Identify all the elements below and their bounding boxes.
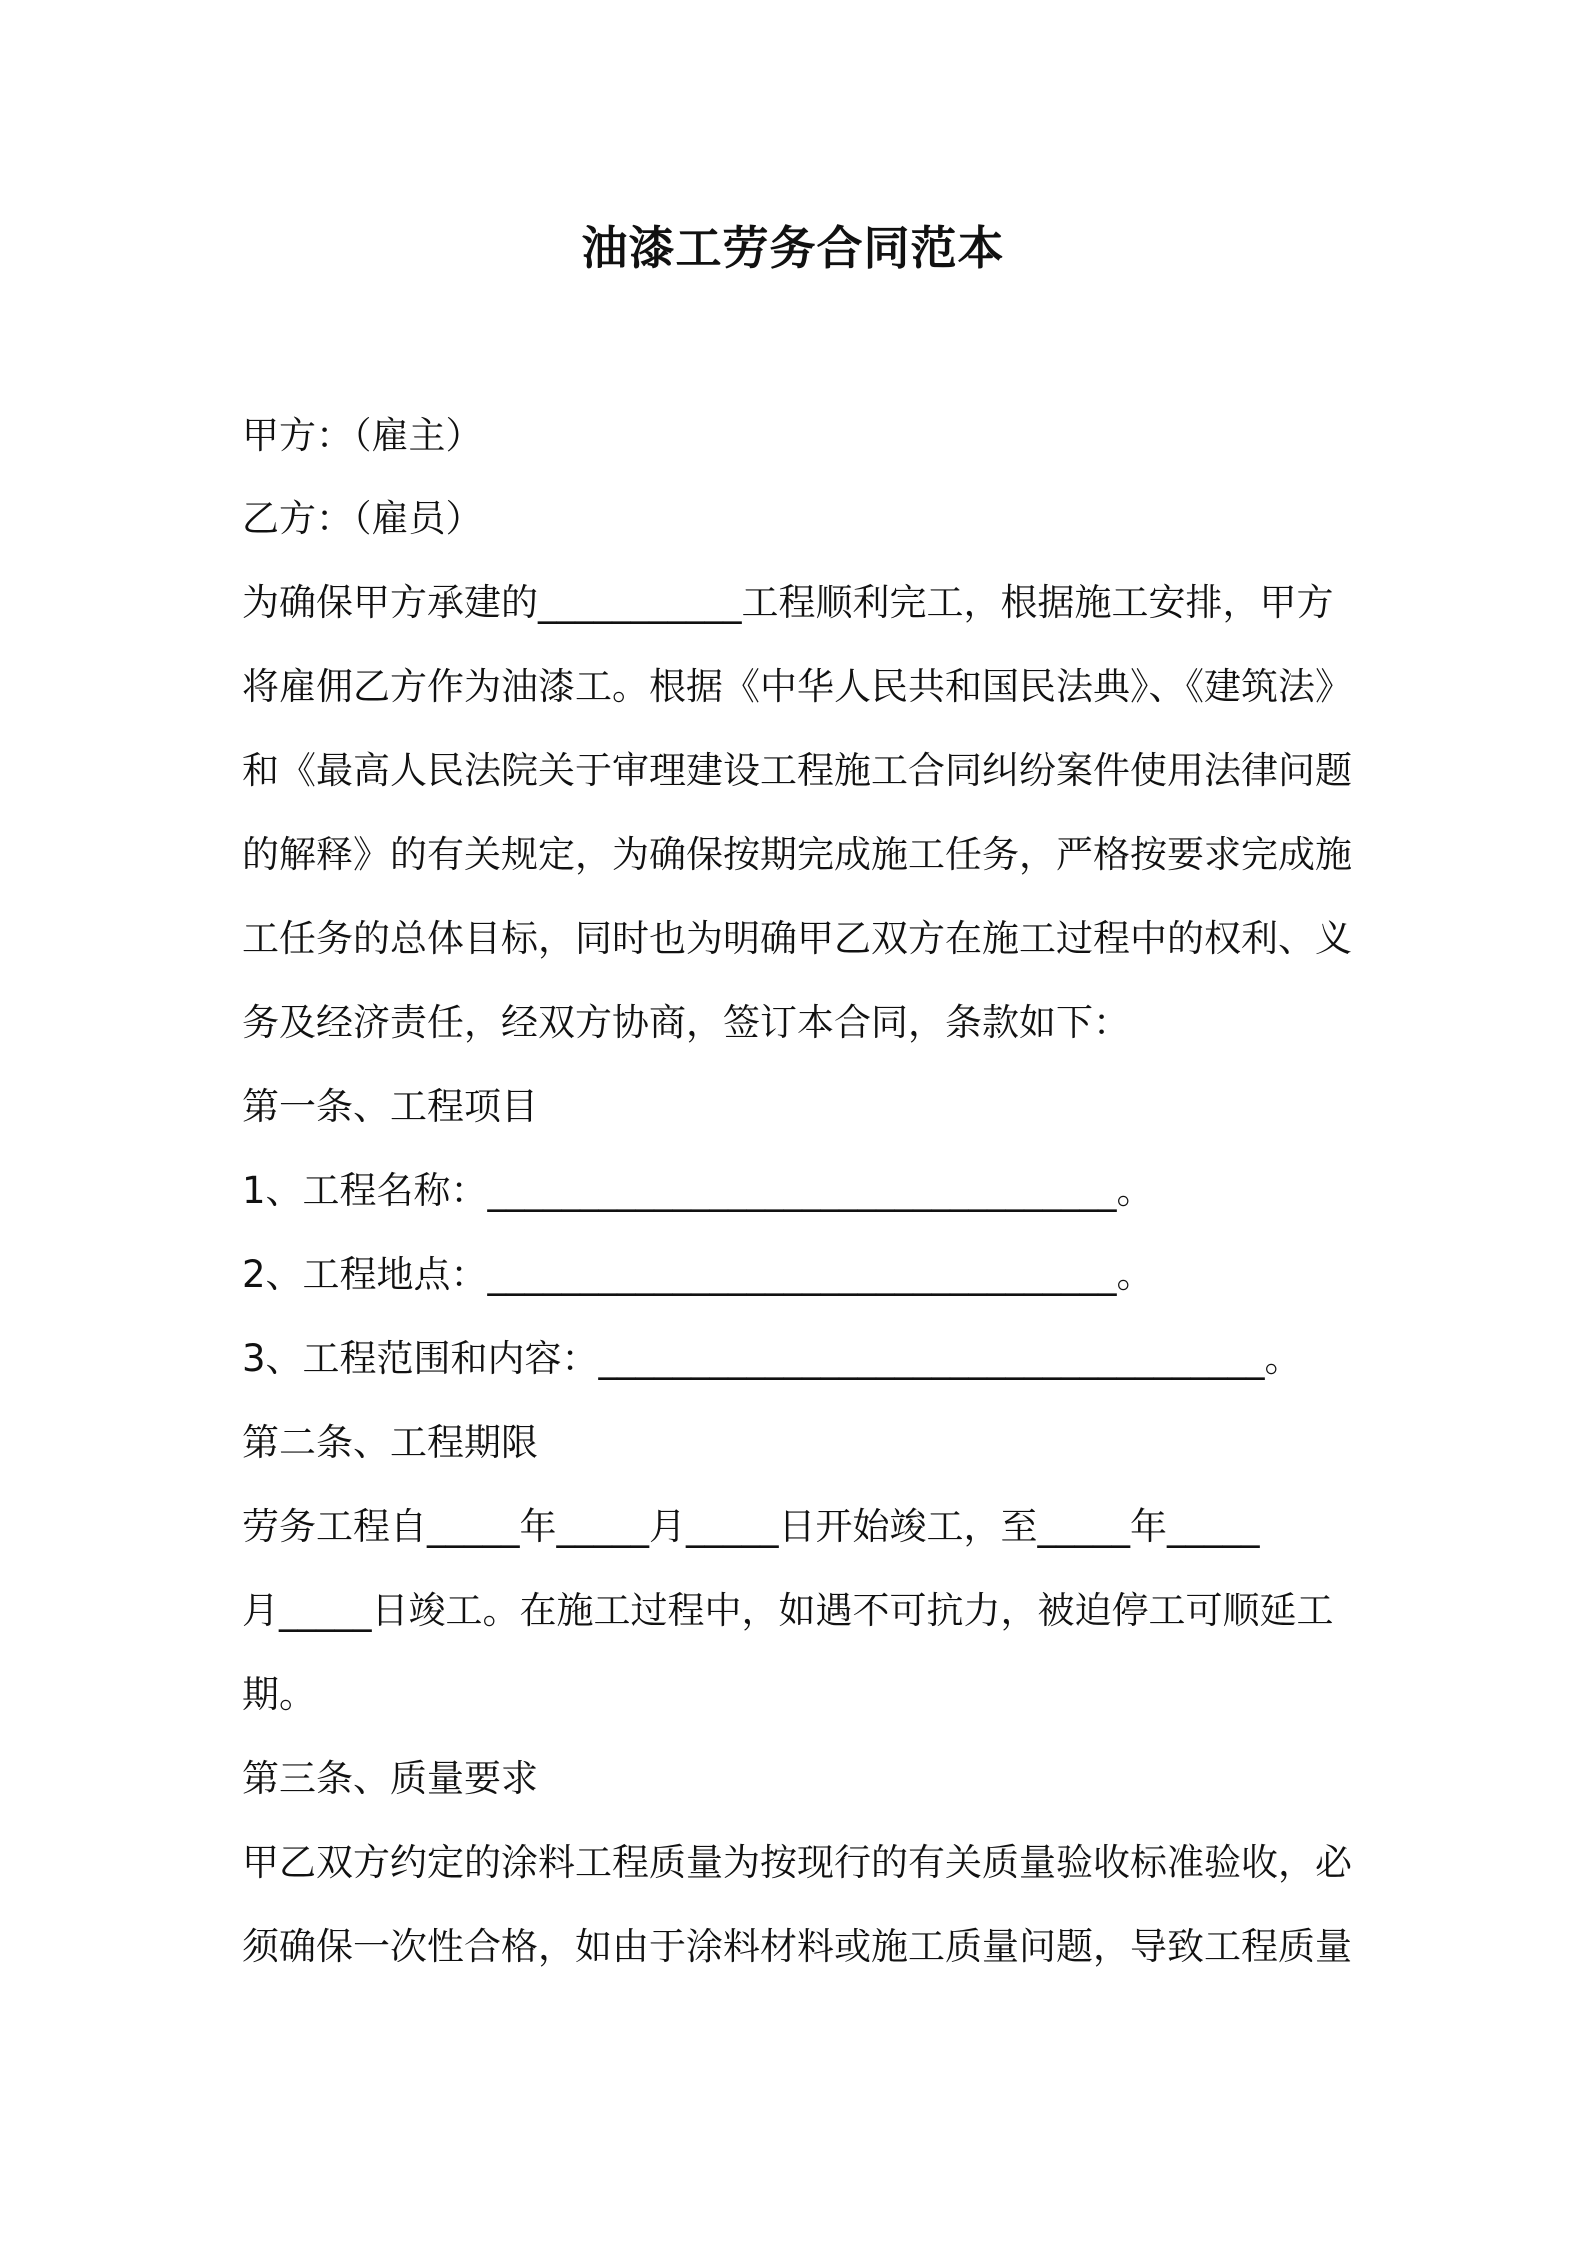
article-2-heading: 第二条、工程期限 — [242, 1421, 538, 1464]
article-2-line-2: 月_____日竣工。在施工过程中，如遇不可抗力，被迫停工可顺延工 — [242, 1589, 1334, 1632]
article-3-heading: 第三条、质量要求 — [242, 1757, 538, 1800]
party-a-line: 甲方：（雇主） — [242, 414, 483, 457]
article-1-item-3: 3、工程范围和内容：____________________________________。 — [242, 1337, 1302, 1380]
preamble-line-6: 务及经济责任，经双方协商，签订本合同，条款如下： — [242, 1001, 1130, 1044]
preamble-line-3: 和《最高人民法院关于审理建设工程施工合同纠纷案件使用法律问题 — [242, 749, 1352, 792]
article-1-item-1: 1、工程名称：__________________________________。 — [242, 1169, 1154, 1212]
party-b-line: 乙方：（雇员） — [242, 497, 483, 540]
article-3-line-2: 须确保一次性合格，如由于涂料材料或施工质量问题，导致工程质量 — [242, 1925, 1352, 1968]
preamble-line-1: 为确保甲方承建的___________工程顺利完工，根据施工安排，甲方 — [242, 581, 1334, 624]
article-1-item-2: 2、工程地点：__________________________________。 — [242, 1253, 1154, 1296]
article-2-line-3: 期。 — [242, 1673, 316, 1716]
article-3-line-1: 甲乙双方约定的涂料工程质量为按现行的有关质量验收标准验收，必 — [242, 1841, 1352, 1884]
preamble-line-4: 的解释》的有关规定，为确保按期完成施工任务，严格按要求完成施 — [242, 833, 1352, 876]
document-title: 油漆工劳务合同范本 — [581, 221, 1005, 275]
article-1-heading: 第一条、工程项目 — [242, 1085, 538, 1128]
preamble-line-5: 工任务的总体目标，同时也为明确甲乙双方在施工过程中的权利、义 — [242, 917, 1352, 960]
preamble-line-2: 将雇佣乙方作为油漆工。根据《中华人民共和国民法典》、《建筑法》 — [242, 665, 1352, 708]
article-2-line-1: 劳务工程自_____年_____月_____日开始竣工，至_____年_____ — [242, 1505, 1260, 1548]
